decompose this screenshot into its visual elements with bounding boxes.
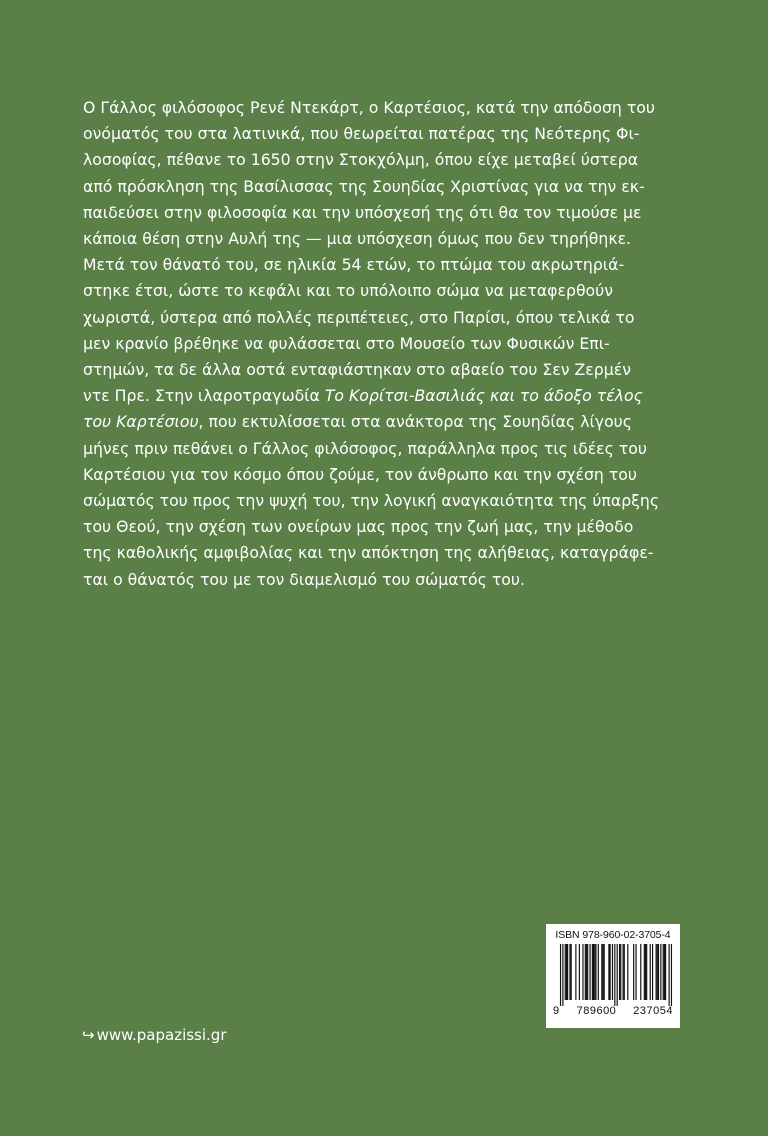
blurb-line-text: στημών, τα δε άλλα οστά ενταφιάστηκαν στο αβαείο του Σεν Ζερμέν (83, 360, 631, 380)
blurb-line-text: Ο Γάλλος φιλόσοφος Ρενέ Ντεκάρτ, ο Καρτέσιος, κατά την απόδοση του (83, 98, 655, 117)
barcode-bar (612, 944, 613, 1000)
barcode-bar (665, 944, 666, 1000)
barcode-bar (562, 944, 563, 1006)
barcode-bar (664, 944, 665, 1000)
barcode-bar (593, 944, 594, 1000)
barcode-bar (582, 944, 583, 1000)
blurb-line (83, 252, 677, 278)
barcode-bar (650, 944, 651, 1000)
isbn-label: ISBN 978-960-02-3705-4 (555, 929, 671, 941)
blurb-line-text: ται ο θάνατός του με τον διαμελισμό του σώματός του. (83, 569, 525, 589)
blurb-line (83, 147, 677, 173)
barcode-bar (633, 944, 634, 1000)
arrow-hook-icon: ↪ (82, 1025, 95, 1044)
blurb-line (83, 95, 677, 121)
blurb-line-text: μήνες πριν πεθάνει ο Γάλλος φιλόσοφος, παράλληλα προς τις ιδέες του (83, 438, 647, 458)
website-url[interactable]: www.papazissi.gr (96, 1026, 227, 1044)
barcode-bar (565, 944, 566, 1000)
blurb-line (83, 462, 677, 488)
blurb-line-text: χωριστά, ύστερα από πολλές περιπέτειες, στο Παρίσι, όπου τελικά το (83, 307, 635, 327)
barcode-bar (652, 944, 653, 1000)
barcode-bar (586, 944, 587, 1000)
barcode-bar (567, 944, 568, 1000)
blurb-line (83, 331, 677, 357)
blurb-line-text: ονόματός του στα λατινικά, που θεωρείται πατέρας της Νεότερης Φι- (83, 124, 640, 144)
barcode-bar (644, 944, 645, 1000)
book-title-italic: του Καρτέσιου (83, 412, 199, 432)
barcode-bar (635, 944, 636, 1000)
blurb-line (83, 357, 677, 383)
barcode-bar (571, 944, 572, 1000)
back-cover-blurb (83, 95, 677, 593)
barcode-bar (594, 944, 595, 1000)
blurb-line-text: Μετά τον θάνατό του, σε ηλικία 54 ετών, το πτώμα του ακρωτηριά- (83, 255, 625, 275)
barcode-bar (610, 944, 611, 1000)
barcode-bar (624, 944, 625, 1000)
barcode-bar (620, 944, 621, 1000)
isbn-barcode (546, 924, 680, 1028)
barcode-bar (656, 944, 657, 1000)
barcode-bar (579, 944, 580, 1000)
blurb-line (83, 514, 677, 540)
barcode-bar (601, 944, 602, 1000)
blurb-line (83, 200, 677, 226)
barcode-bar (671, 944, 672, 1006)
barcode-digits (551, 1005, 675, 1017)
blurb-line-text: της καθολικής αμφιβολίας και την απόκτηση της αλήθειας, καταγράφε- (83, 543, 654, 563)
book-title-italic: Το Κορίτσι-Βασιλιάς και το άδοξο τέλος (324, 386, 643, 406)
barcode-bar (585, 944, 586, 1000)
barcode-bar (602, 944, 603, 1000)
blurb-line-text: κάποια θέση στην Αυλή της — μια υπόσχεση όμως που δεν τηρήθηκε. (83, 229, 632, 249)
blurb-line-text: , που εκτυλίσσεται στα ανάκτορα της Σουηδίας λίγους (198, 412, 632, 432)
barcode-bar (663, 944, 664, 1000)
blurb-line (83, 488, 677, 514)
blurb-line-text: ντε Πρε. Στην ιλαροτραγωδία (83, 386, 325, 406)
blurb-line-text: λοσοφίας, πέθανε το 1650 στην Στοκχόλμη, όπου είχε μεταβεί ύστερα (83, 150, 639, 170)
barcode-bar (587, 944, 588, 1000)
barcode-bar (658, 944, 659, 1000)
barcode-bar (592, 944, 593, 1000)
blurb-line-text: παιδεύσει στην φιλοσοφία και την υπόσχεσή της ότι θα τον τιμούσε με (83, 202, 642, 222)
blurb-line-text: από πρόσκληση της Βασίλισσας της Σουηδίας Χριστίνας για να την εκ- (83, 176, 645, 196)
barcode-bar (608, 944, 609, 1000)
blurb-line (83, 436, 677, 462)
barcode-bar (560, 944, 561, 1006)
barcode-bar (569, 944, 570, 1000)
barcode-bar (640, 944, 641, 1000)
blurb-line (83, 540, 677, 566)
barcode-bar (669, 944, 670, 1006)
blurb-line-text: μεν κρανίο βρέθηκε να φυλάσσεται στο Μουσείο των Φυσικών Επι- (83, 333, 610, 353)
barcode-bar (595, 944, 596, 1000)
blurb-line-text: του Θεού, την σχέση των ονείρων μας προς την ζωή μας, την μέθοδο (83, 517, 634, 537)
barcode-bar (660, 944, 661, 1000)
barcode-bar (617, 944, 618, 1006)
blurb-line (83, 567, 677, 593)
barcode-bar (604, 944, 605, 1000)
barcode-bar (657, 944, 658, 1000)
barcode-bar (622, 944, 623, 1000)
blurb-line-text: στηκε έτσι, ώστε το κεφάλι και το υπόλοιπο σώμα να μεταφερθούν (83, 281, 613, 301)
barcode-bar (589, 944, 590, 1000)
blurb-line-text: Καρτέσιου για τον κόσμο όπου ζούμε, τον άνθρωπο και την σχέση του (83, 464, 637, 484)
blurb-line (83, 409, 677, 435)
barcode-bar (598, 944, 599, 1000)
barcode-bar (619, 944, 620, 1000)
barcode-digit-lead: 9 (553, 1005, 560, 1017)
barcode-bar (646, 944, 647, 1000)
blurb-line (83, 278, 677, 304)
barcode-digit-right: 237054 (633, 1005, 673, 1017)
barcode-bar (566, 944, 567, 1000)
barcode-bar (627, 944, 628, 1000)
blurb-line (83, 121, 677, 147)
barcode-bars (551, 944, 675, 1006)
publisher-website[interactable] (82, 1026, 227, 1044)
blurb-line (83, 174, 677, 200)
blurb-line (83, 305, 677, 331)
barcode-bar (575, 944, 576, 1000)
barcode-bar (645, 944, 646, 1000)
barcode-bar (614, 944, 615, 1006)
blurb-line (83, 226, 677, 252)
blurb-line (83, 383, 677, 409)
blurb-line-text: σώματός του προς την ψυχή του, την λογική αναγκαιότητα της ύπαρξης (83, 491, 660, 511)
barcode-digit-left: 789600 (576, 1005, 617, 1017)
